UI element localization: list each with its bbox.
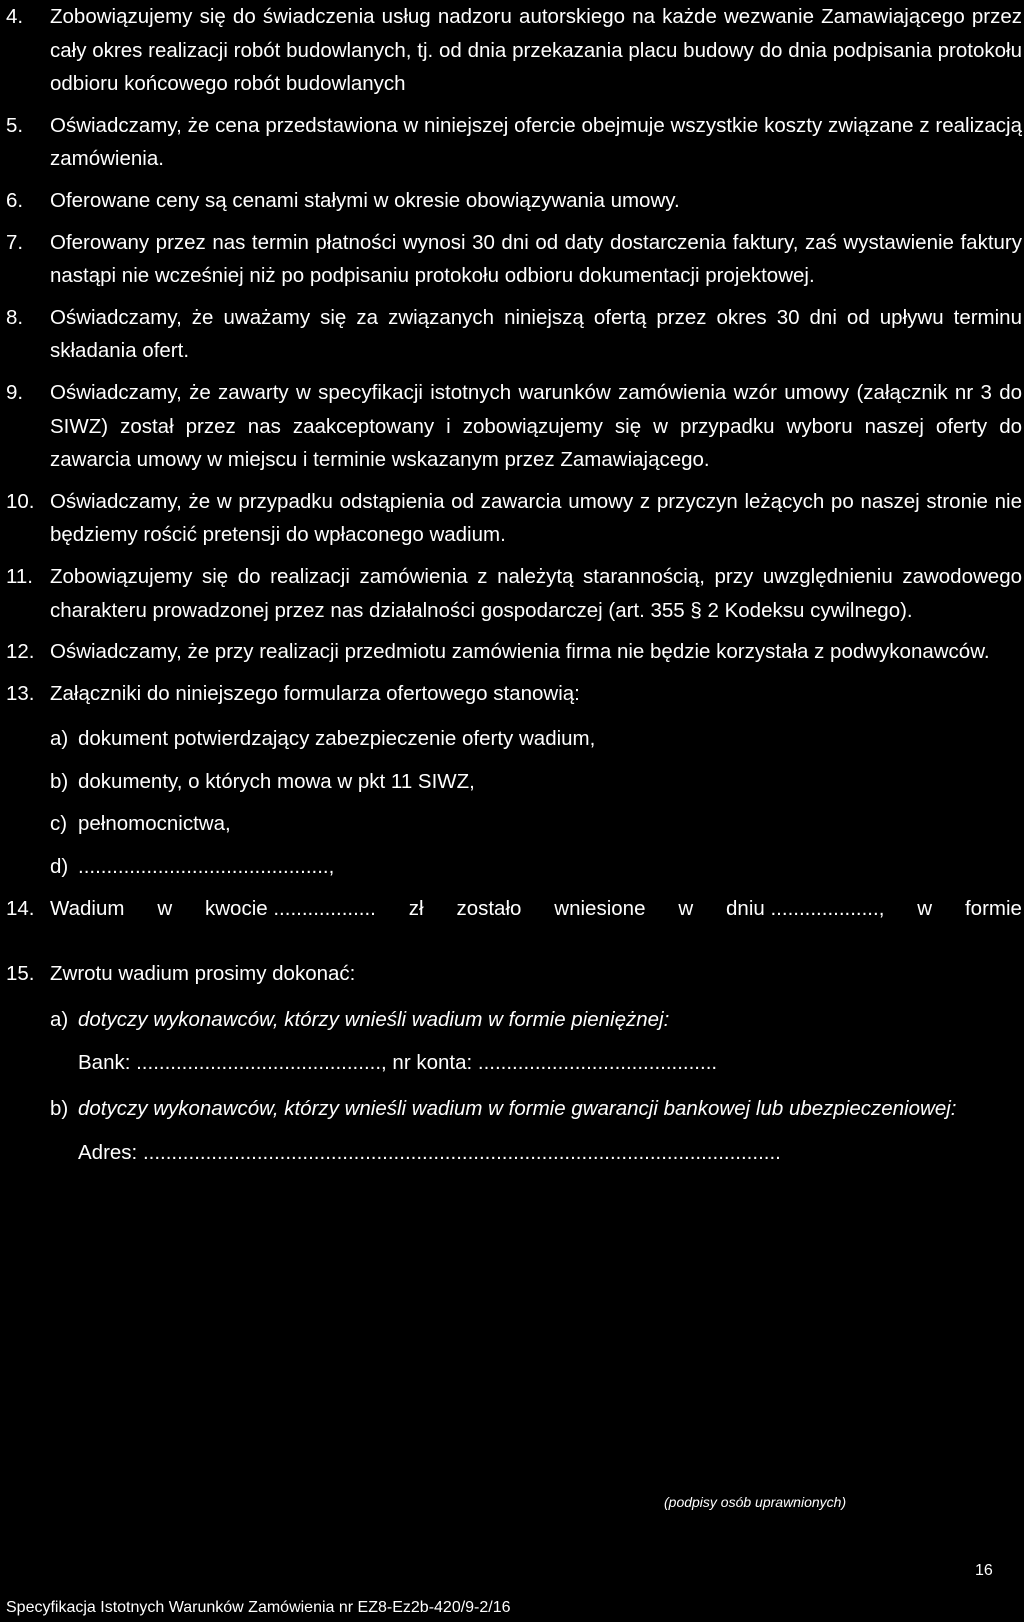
bank-account-field: Bank: ..........................................., nr konta: .......................................... <box>78 1051 718 1075</box>
wadium-line <box>50 892 1022 926</box>
clause-text: Zobowiązujemy się do realizacji zamówienia z należytą starannością, przy uwzględnieniu zawodowego charakteru prowadzonej przez nas działalności gospodarczej (art. 355 § 2 Kodeksu cywilnego). <box>50 564 1022 622</box>
attachment-d <box>50 850 1022 884</box>
clause-number: 10. <box>6 489 35 513</box>
word: w <box>917 896 933 920</box>
clause-number: 11. <box>6 564 33 588</box>
clause-text: Oświadczamy, że cena przedstawiona w niniejszej ofercie obejmuje wszystkie koszty związane z realizacją zamówienia. <box>50 113 1022 171</box>
clause-9 <box>6 376 1022 477</box>
word: zostało <box>456 896 522 920</box>
sub-letter: d) <box>50 855 69 879</box>
word: w <box>678 896 694 920</box>
clause-text: Oświadczamy, że zawarty w specyfikacji istotnych warunków zamówienia wzór umowy (załącznik nr 3 do SIWZ) został przez nas zaakceptowany i zobowiązujemy się w przypadku wyboru naszej oferty do zawarcia umowy w miejscu i terminie wskazanym przez Zamawiającego. <box>50 380 1022 472</box>
clause-number: 5. <box>6 113 24 137</box>
clause-11 <box>6 560 1022 627</box>
footer-text: Specyfikacja Istotnych Warunków Zamówienia nr EZ8-Ez2b-420/9-2/16 <box>6 1599 511 1616</box>
clause-12 <box>6 635 1022 669</box>
sub-letter: b) <box>50 1097 69 1121</box>
clause-13 <box>6 677 1022 884</box>
sub-letter: c) <box>50 812 68 836</box>
clause-8 <box>6 301 1022 368</box>
clause-number: 4. <box>6 5 24 28</box>
sub-letter: b) <box>50 769 69 793</box>
clause-15 <box>6 957 1022 1169</box>
clause-text: Zwrotu wadium prosimy dokonać: <box>50 962 356 986</box>
clause-number: 8. <box>6 305 24 329</box>
clause-text: Oświadczamy, że przy realizacji przedmiotu zamówienia firma nie będzie korzystała z podwykonawców. <box>50 640 990 664</box>
wadium-amount-field: kwocie .................. <box>205 896 376 920</box>
clause-text: Załączniki do niniejszego formularza ofertowego stanowią: <box>50 681 580 705</box>
attachment-a <box>50 722 1022 756</box>
sub-letter: a) <box>50 727 69 751</box>
clause-10 <box>6 485 1022 552</box>
sub-text: pełnomocnictwa, <box>78 812 231 836</box>
clause-number: 6. <box>6 188 24 212</box>
word: zł <box>408 896 424 920</box>
signature-caption: (podpisy osób uprawnionych) <box>664 1494 847 1510</box>
sub-letter: a) <box>50 1007 69 1031</box>
clause-number: 13. <box>6 681 35 705</box>
clause-number: 14. <box>6 896 35 920</box>
sub-text: dokument potwierdzający zabezpieczenie oferty wadium, <box>78 727 596 751</box>
sub-text: dotyczy wykonawców, którzy wnieśli wadium w formie pieniężnej: <box>78 1007 670 1031</box>
clause-7 <box>6 226 1022 293</box>
clause-text: Oświadczamy, że w przypadku odstąpienia od zawarcia umowy z przyczyn leżących po naszej stronie nie będziemy rościć pretensji do wpłaconego wadium. <box>50 489 1022 547</box>
attachment-c <box>50 807 1022 841</box>
clause-14 <box>6 892 1022 926</box>
sub-text-fill: ............................................, <box>78 855 335 879</box>
clause-number: 9. <box>6 380 24 404</box>
word: Wadium <box>50 896 125 920</box>
clause-text: Oferowany przez nas termin płatności wynosi 30 dni od daty dostarczenia faktury, zaś wystawienie faktury nastąpi nie wcześniej niż po podpisaniu protokołu odbioru dokumentacji projektowej. <box>50 230 1022 288</box>
clause-number: 12. <box>6 640 35 664</box>
clause-text: Zobowiązujemy się do świadczenia usług nadzoru autorskiego na każde wezwanie Zamawiającego przez cały okres realizacji robót budowlanych, tj. od dnia przekazania placu budowy do dnia podpisania protokołu odbioru końcowego robót budowlanych <box>50 5 1022 96</box>
clause-number: 7. <box>6 230 24 254</box>
attachment-b <box>50 765 1022 799</box>
clause-text: Oferowane ceny są cenami stałymi w okresie obowiązywania umowy. <box>50 188 680 212</box>
clause-6 <box>6 184 1022 218</box>
wadium-date-field: dniu ..................., <box>726 896 885 920</box>
page-number: 16 <box>975 1562 993 1579</box>
clause-5 <box>6 109 1022 176</box>
word: formie <box>964 896 1022 920</box>
word: w <box>157 896 173 920</box>
document-body <box>6 0 1022 1169</box>
clause-text: Oświadczamy, że uważamy się za związanych niniejszą ofertą przez okres 30 dni od upływu terminu składania ofert. <box>50 305 1022 363</box>
refund-option-b <box>50 1092 1022 1169</box>
clause-number: 15. <box>6 962 35 986</box>
clause-4 <box>6 0 1022 101</box>
address-field: Adres: ................................................................................................................ <box>78 1140 781 1164</box>
sub-text: dotyczy wykonawców, którzy wnieśli wadium w formie gwarancji bankowej lub ubezpieczeniowej: <box>78 1097 957 1121</box>
word: wniesione <box>554 896 646 920</box>
sub-text: dokumenty, o których mowa w pkt 11 SIWZ, <box>78 769 475 793</box>
refund-option-a <box>50 1003 1022 1080</box>
